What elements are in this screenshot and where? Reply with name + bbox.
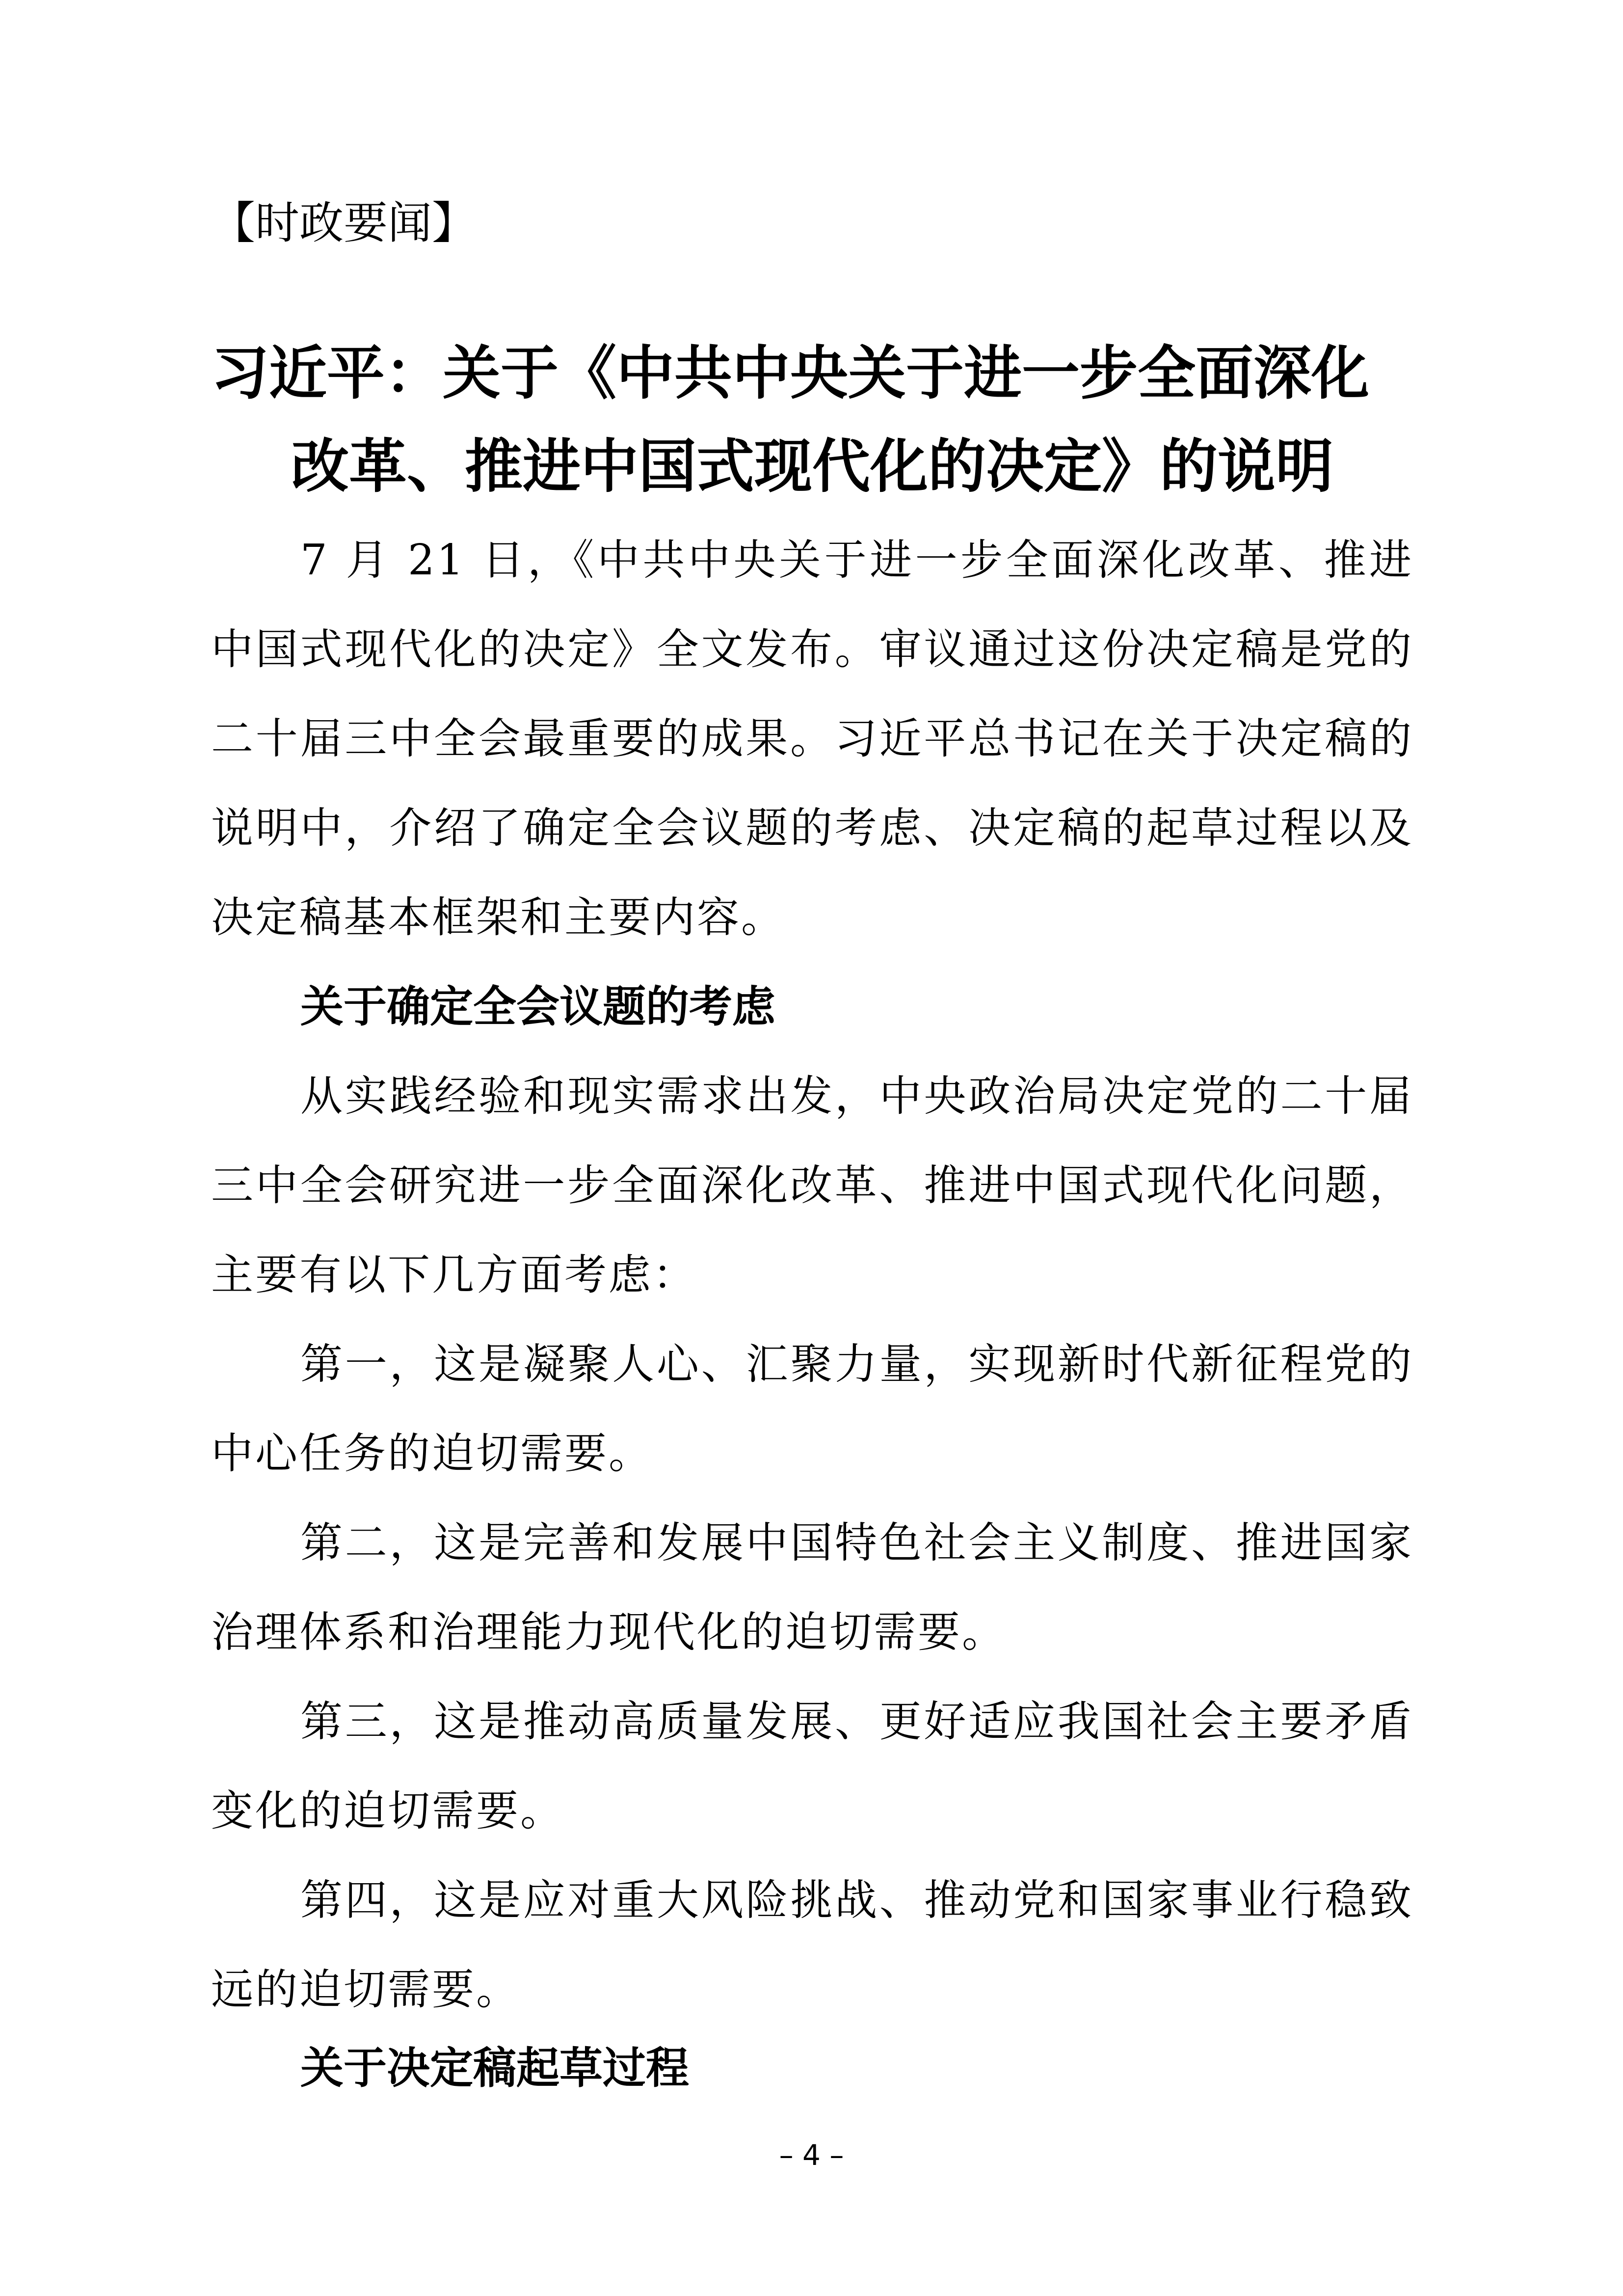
paragraph-fourth: 第四，这是应对重大风险挑战、推动党和国家事业行稳致远的迫切需要。 xyxy=(211,1876,1413,2014)
paragraph-considerations: 从实践经验和现实需求出发，中央政治局决定党的二十届三中全会研究进一步全面深化改革、推进中国式现代化问题，主要有以下几方面考虑： xyxy=(211,1072,1413,1299)
section-tag: 【时政要闻】 xyxy=(211,197,476,249)
title-line-1: 习近平：关于《中共中央关于进一步全面深化 xyxy=(211,339,1370,407)
paragraph-first: 第一，这是凝聚人心、汇聚力量，实现新时代新征程党的中心任务的迫切需要。 xyxy=(211,1340,1413,1478)
intro-paragraph: 7 月 21 日，《中共中央关于进一步全面深化改革、推进中国式现代化的决定》全文发布。审议通过这份决定稿是党的二十届三中全会最重要的成果。习近平总书记在关于决定稿的说明中，介绍了确定全会议题的考虑、决定稿的起草过程以及决定稿基本框架和主要内容。 xyxy=(211,536,1413,942)
page-number: – 4 – xyxy=(779,2138,844,2172)
paragraph-second: 第二，这是完善和发展中国特色社会主义制度、推进国家治理体系和治理能力现代化的迫切需要。 xyxy=(211,1518,1413,1657)
paragraph-third: 第三，这是推动高质量发展、更好适应我国社会主要矛盾变化的迫切需要。 xyxy=(211,1697,1413,1836)
subheading-drafting-process: 关于决定稿起草过程 xyxy=(300,2043,690,2093)
subheading-topic-considerations: 关于确定全会议题的考虑 xyxy=(300,981,776,1032)
document-title xyxy=(211,326,1413,513)
title-line-2: 改革、推进中国式现代化的决定》的说明 xyxy=(291,432,1333,500)
